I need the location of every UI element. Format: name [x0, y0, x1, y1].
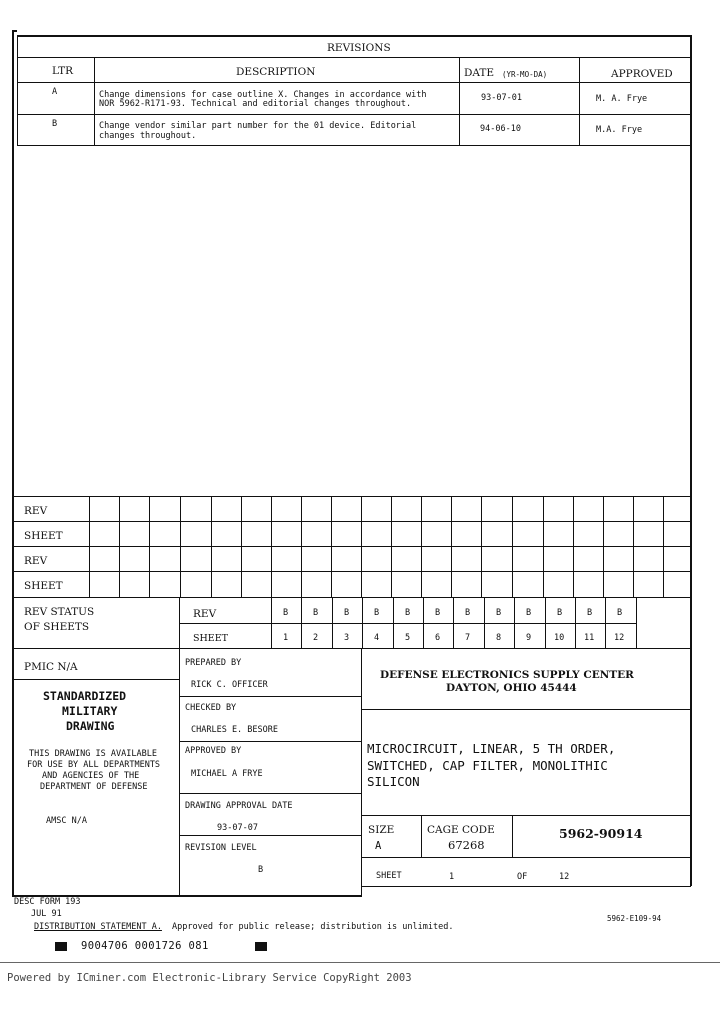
notice-4: DEPARTMENT OF DEFENSE — [40, 782, 148, 792]
left-line — [12, 679, 179, 680]
revisions-left — [17, 35, 18, 145]
status-rev-value: B — [435, 608, 441, 618]
frame-right — [690, 35, 692, 886]
status-rev-value: B — [526, 608, 532, 618]
grid-column-line — [149, 496, 150, 597]
rev-line — [17, 114, 691, 115]
rev-b-date: 94-06-10 — [480, 124, 521, 134]
powered-by: Powered by ICminer.com Electronic-Library Service CopyRight 2003 — [7, 972, 412, 984]
rev-a-date: 93-07-01 — [481, 93, 522, 103]
agency-line2: DAYTON, OHIO 45444 — [446, 682, 577, 694]
desc-form-date: JUL 91 — [31, 909, 62, 919]
notice-1: THIS DRAWING IS AVAILABLE — [29, 749, 157, 759]
sig-line — [179, 696, 361, 697]
rev-b-approved: M.A. Frye — [596, 125, 643, 135]
notice-3: AND AGENCIES OF THE — [42, 771, 140, 781]
status-sheet-label: SHEET — [193, 633, 228, 644]
header-description: DESCRIPTION — [236, 66, 316, 78]
status-rev-value: B — [465, 608, 471, 618]
grid-column-line — [119, 496, 120, 597]
grid-column-line — [512, 496, 513, 597]
status-rev-value: B — [374, 608, 380, 618]
header-approved: APPROVED — [611, 68, 673, 80]
status-sheet-value: 9 — [526, 633, 532, 643]
grid-line — [12, 521, 691, 522]
distribution-text: Approved for public release; distribution is unlimited. — [172, 922, 454, 932]
rev-line — [17, 145, 691, 146]
grid-column-line — [603, 496, 604, 597]
status-sheet-value: 11 — [584, 633, 595, 643]
rev-a-desc2: NOR 5962-R171-93. Technical and editorial changes throughout. — [99, 99, 412, 109]
approved-label: APPROVED BY — [185, 746, 242, 756]
title-line2: SWITCHED, CAP FILTER, MONOLITHIC — [367, 758, 608, 773]
rev-line — [17, 57, 691, 58]
grid-column-line — [543, 496, 544, 597]
approval-date: 93-07-07 — [217, 823, 258, 833]
status-column-line — [271, 597, 272, 648]
prepared-label: PREPARED BY — [185, 658, 242, 668]
grid-line — [12, 546, 691, 547]
status-column-line — [362, 597, 363, 648]
barcode-mark-right — [255, 942, 267, 951]
codes-line — [361, 815, 691, 816]
grid-column-line — [271, 496, 272, 597]
sig-line — [179, 793, 361, 794]
sheet-footer-of: OF — [517, 872, 528, 882]
grid-column-line — [180, 496, 181, 597]
title-line1: MICROCIRCUIT, LINEAR, 5 TH ORDER, — [367, 741, 616, 756]
grid-column-line — [481, 496, 482, 597]
revisions-top — [17, 35, 692, 37]
main-divider — [179, 597, 180, 897]
prepared-name: RICK C. OFFICER — [191, 680, 268, 690]
header-date: DATE — [464, 67, 495, 79]
revision-level: B — [258, 865, 264, 875]
status-rev-value: B — [405, 608, 411, 618]
barcode-text: 9004706 0001726 081 — [81, 940, 209, 952]
codes-line — [361, 857, 691, 858]
sig-line — [179, 741, 361, 742]
cage-label: CAGE CODE — [427, 824, 495, 836]
rev-a-ltr: A — [52, 87, 58, 97]
revision-level-label: REVISION LEVEL — [185, 843, 257, 853]
sheet-footer-total: 12 — [559, 872, 570, 882]
rev-status-line2: OF SHEETS — [24, 621, 90, 633]
grid-label-sheet-2: SHEET — [24, 580, 63, 592]
frame-left — [12, 30, 14, 895]
grid-label-rev-2: REV — [24, 555, 48, 567]
rev-b-desc1: Change vendor similar part number for the 01 device. Editorial — [99, 121, 417, 131]
grid-column-line — [331, 496, 332, 597]
status-sheet-value: 7 — [465, 633, 471, 643]
grid-label-rev-1: REV — [24, 505, 48, 517]
sig-right — [361, 648, 362, 897]
status-rev-label: REV — [193, 608, 217, 620]
agency-line1: DEFENSE ELECTRONICS SUPPLY CENTER — [380, 669, 634, 681]
status-column-line — [605, 597, 606, 648]
rev-col — [94, 57, 95, 145]
codes-col — [421, 815, 422, 857]
status-column-line — [545, 597, 546, 648]
grid-column-line — [633, 496, 634, 597]
grid-column-line — [89, 496, 90, 597]
footer-divider — [0, 962, 720, 963]
grid-line — [12, 597, 691, 598]
cage-value: 67268 — [448, 838, 485, 852]
grid-column-line — [361, 496, 362, 597]
status-sheet-value: 5 — [405, 633, 411, 643]
grid-column-line — [663, 496, 664, 597]
status-rev-value: B — [283, 608, 289, 618]
status-column-line — [332, 597, 333, 648]
rev-a-approved: M. A. Frye — [596, 94, 648, 104]
rev-col — [459, 57, 460, 145]
std-title-2: MILITARY — [62, 704, 118, 718]
frame-top-stub — [12, 30, 17, 32]
status-rev-value: B — [557, 608, 563, 618]
status-column-line — [575, 597, 576, 648]
status-sheet-value: 2 — [313, 633, 319, 643]
std-title-3: DRAWING — [66, 719, 115, 733]
drawing-number: 5962-90914 — [559, 826, 643, 841]
form-number: 5962-E109-94 — [607, 914, 662, 923]
status-line — [12, 648, 691, 649]
grid-column-line — [301, 496, 302, 597]
status-rev-value: B — [617, 608, 623, 618]
status-column-line — [484, 597, 485, 648]
grid-column-line — [211, 496, 212, 597]
status-line — [179, 623, 636, 624]
status-column-line — [423, 597, 424, 648]
grid-column-line — [241, 496, 242, 597]
distribution-prefix: DISTRIBUTION STATEMENT A. — [34, 922, 162, 932]
rev-col — [579, 57, 580, 145]
notice-2: FOR USE BY ALL DEPARTMENTS — [27, 760, 161, 770]
grid-line — [12, 571, 691, 572]
status-column-line — [636, 597, 637, 648]
status-sheet-value: 8 — [496, 633, 502, 643]
status-rev-value: B — [587, 608, 593, 618]
sig-line — [179, 835, 361, 836]
rev-b-ltr: B — [52, 119, 58, 129]
rev-line — [17, 82, 691, 83]
revisions-title: REVISIONS — [327, 42, 391, 54]
sheet-footer-num: 1 — [449, 872, 455, 882]
grid-column-line — [421, 496, 422, 597]
amsc: AMSC N/A — [46, 816, 87, 826]
checked-label: CHECKED BY — [185, 703, 237, 713]
size-label: SIZE — [368, 824, 395, 836]
size-value: A — [375, 840, 382, 852]
desc-form: DESC FORM 193 — [14, 897, 81, 907]
header-ltr: LTR — [52, 65, 74, 77]
std-title-1: STANDARDIZED — [43, 689, 127, 703]
grid-label-sheet-1: SHEET — [24, 530, 63, 542]
approval-date-label: DRAWING APPROVAL DATE — [185, 801, 293, 811]
grid-column-line — [391, 496, 392, 597]
grid-column-line — [573, 496, 574, 597]
rev-status-line1: REV STATUS — [24, 606, 95, 618]
status-sheet-value: 12 — [614, 633, 625, 643]
status-sheet-value: 3 — [344, 633, 350, 643]
approved-name: MICHAEL A FRYE — [191, 769, 263, 779]
status-rev-value: B — [344, 608, 350, 618]
pmic: PMIC N/A — [24, 661, 78, 673]
grid-line — [12, 496, 691, 497]
status-rev-value: B — [496, 608, 502, 618]
status-sheet-value: 10 — [554, 633, 565, 643]
agency-line — [361, 709, 691, 710]
status-column-line — [393, 597, 394, 648]
barcode-mark-left — [55, 942, 67, 951]
status-column-line — [514, 597, 515, 648]
codes-col — [512, 815, 513, 857]
status-rev-value: B — [313, 608, 319, 618]
checked-name: CHARLES E. BESORE — [191, 725, 278, 735]
status-sheet-value: 6 — [435, 633, 441, 643]
codes-bottom — [361, 886, 691, 887]
title-line3: SILICON — [367, 774, 420, 789]
status-sheet-value: 4 — [374, 633, 380, 643]
status-sheet-value: 1 — [283, 633, 289, 643]
sheet-footer-label: SHEET — [376, 871, 402, 881]
grid-column-line — [451, 496, 452, 597]
rev-a-desc1: Change dimensions for case outline X. Changes in accordance with — [99, 90, 427, 100]
header-date-format: (YR-MO-DA) — [502, 70, 548, 79]
rev-b-desc2: changes throughout. — [99, 131, 197, 141]
status-column-line — [453, 597, 454, 648]
status-column-line — [301, 597, 302, 648]
